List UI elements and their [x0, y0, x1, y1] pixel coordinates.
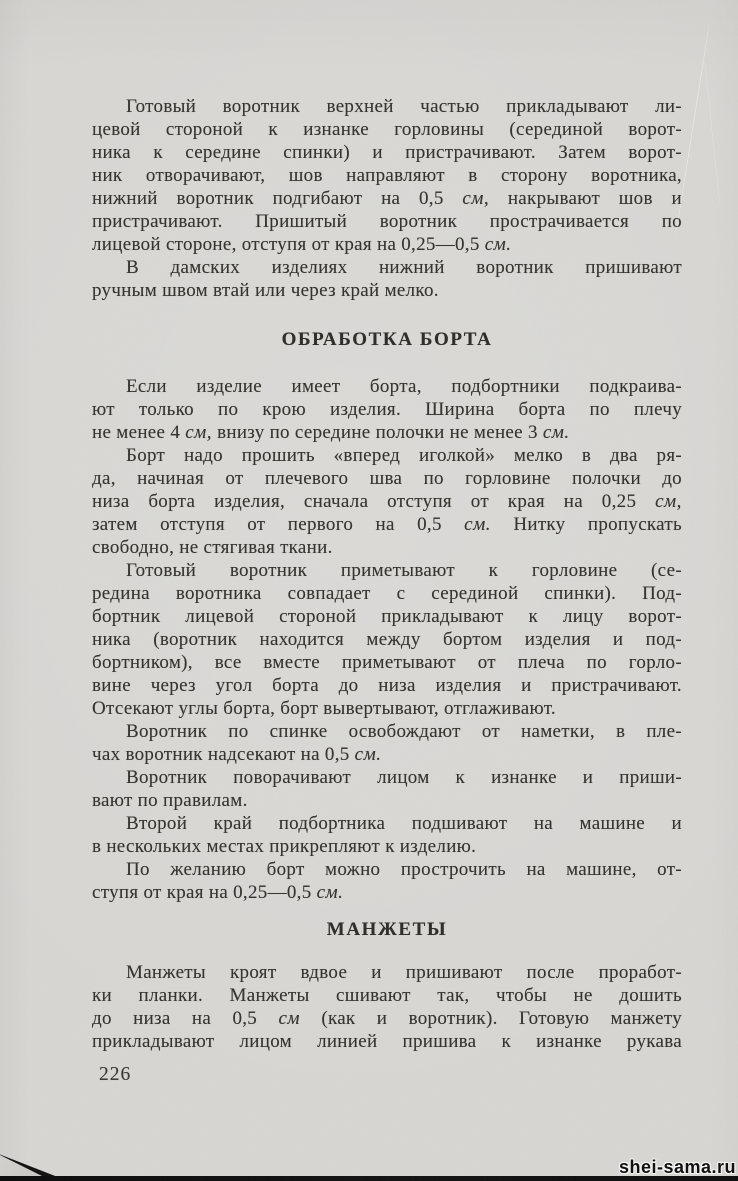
text-line: бортником), все вместе приметывают от плеча по горло- — [92, 652, 682, 673]
text-line: не менее 4 см, внизу по середине полочки не менее 3 см. — [92, 422, 570, 443]
paragraph — [92, 812, 682, 858]
paragraph — [92, 720, 682, 766]
paragraph — [92, 559, 682, 720]
text-line: ник отворачивают, шов направляют в сторону воротника, — [92, 165, 682, 186]
text-line: ют только по крою изделия. Ширина борта по плечу — [92, 399, 682, 420]
text-line: Второй край подбортника подшивают на машине и — [126, 813, 682, 834]
paragraph — [92, 858, 682, 904]
paragraph — [92, 444, 682, 559]
intro-text-block — [92, 95, 682, 302]
section-borta-text-block — [92, 375, 682, 904]
section-heading-manzhety: МАНЖЕТЫ — [326, 919, 448, 940]
text-line: чах воротник надсекают на 0,5 см. — [92, 744, 382, 765]
text-line: да, начиная от плечевого шва по горловине полочки до — [92, 468, 682, 489]
text-line: ступя от края на 0,25—0,5 см. — [92, 882, 344, 903]
paragraph — [92, 766, 682, 812]
text-line: Воротник поворачивают лицом к изнанке и приши- — [126, 767, 682, 788]
text-line: в нескольких местах прикрепляют к изделию. — [92, 836, 477, 857]
paragraph — [92, 375, 682, 444]
text-line: до низа на 0,5 см (как и воротник). Готовую манжету — [92, 1008, 682, 1029]
text-line: Воротник по спинке освобождают от наметки, в пле- — [126, 721, 682, 742]
text-line: Готовый воротник верхней частью прикладывают ли- — [126, 96, 682, 117]
text-line: прикладывают лицом линией пришива к изнанке рукава — [92, 1031, 682, 1052]
text-line: вают по правилам. — [92, 790, 248, 811]
text-line: вине через угол борта до низа изделия и пристрачивают. — [92, 675, 682, 696]
text-line: цевой стороной к изнанке горловины (серединой ворот- — [92, 119, 682, 140]
text-line: Отсекают углы борта, борт вывертывают, отглаживают. — [92, 698, 556, 719]
paragraph — [92, 961, 682, 1053]
text-line: ки планки. Манжеты сшивают так, чтобы не дошить — [92, 985, 682, 1006]
section-heading-obrabotka-borta: ОБРАБОТКА БОРТА — [281, 329, 493, 350]
text-line: низа борта изделия, сначала отступя от края на 0,25 см, — [92, 491, 682, 512]
paper-scratch-line — [704, 60, 721, 209]
text-line: ника к середине спинки) и пристрачивают. Затем ворот- — [92, 142, 682, 163]
site-watermark: shei-sama.ru — [618, 1157, 736, 1177]
text-line: ника (воротник находится между бортом изделия и под- — [92, 629, 682, 650]
text-line: пристрачивают. Пришитый воротник прострачивается по — [92, 211, 682, 232]
section-manzhety-text-block — [92, 961, 682, 1053]
text-line: В дамских изделиях нижний воротник пришивают — [126, 257, 682, 278]
text-line: нижний воротник подгибают на 0,5 см, накрывают шов и — [92, 188, 682, 209]
text-line: лицевой стороне, отступя от края на 0,25—0,5 см. — [92, 234, 512, 255]
paragraph — [92, 256, 682, 302]
text-line: бортник лицевой стороной прикладывают к лицу ворот- — [92, 606, 682, 627]
text-line: Если изделие имеет борта, подбортники подкраива- — [126, 376, 682, 397]
text-line: Борт надо прошить «вперед иголкой» мелко в два ря- — [126, 445, 682, 466]
text-line: ручным швом втай или через край мелко. — [92, 280, 439, 301]
text-line: редина воротника совпадает с серединой спинки). Под- — [92, 583, 682, 604]
page-number: 226 — [99, 1064, 132, 1085]
text-line: Манжеты кроят вдвое и пришивают после проработ- — [126, 962, 682, 983]
text-line: затем отступя от первого на 0,5 см. Нитку пропускать — [92, 514, 682, 535]
paragraph — [92, 95, 682, 256]
text-line: Готовый воротник приметывают к горловине (се- — [126, 560, 682, 581]
text-line: свободно, не стягивая ткани. — [92, 537, 333, 558]
text-line: По желанию борт можно прострочить на машине, от- — [126, 859, 682, 880]
